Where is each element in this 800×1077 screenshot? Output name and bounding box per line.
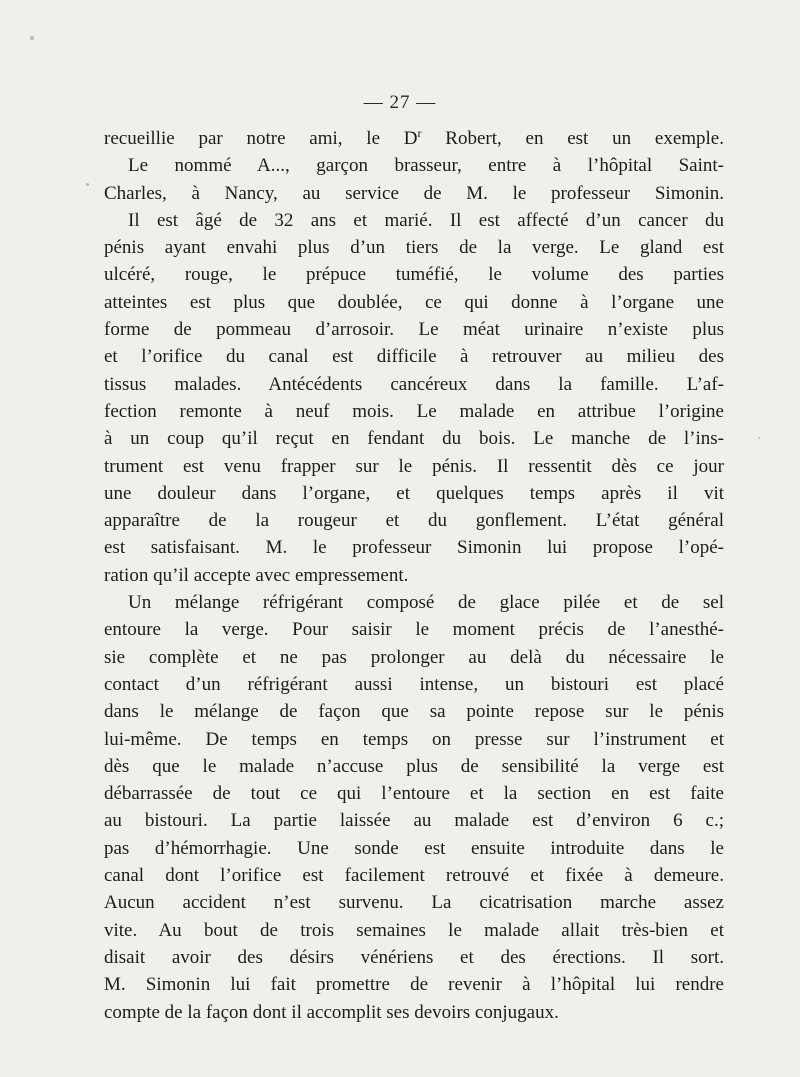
text-line-content: compte de la façon dont il accomplit ses devoirs conjugaux. [104, 1001, 559, 1023]
text-line-content: dans le mélange de façon que sa pointe repose sur le pénis [104, 701, 724, 723]
text-line [104, 889, 724, 916]
text-line-content: dès que le malade n’accuse plus de sensibilité la verge est [104, 755, 724, 777]
text-line [104, 316, 724, 343]
text-line-content: débarrassée de tout ce qui l’entoure et la section en est faite [104, 783, 724, 805]
text-line-content: atteintes est plus que doublée, ce qui donne à l’organe une [104, 291, 724, 313]
paper-speck [758, 437, 760, 439]
text-line [104, 726, 724, 753]
text-line [104, 261, 724, 288]
text-line [104, 125, 724, 152]
text-line-content: tissus malades. Antécédents cancéreux dans la famille. L’af- [104, 373, 724, 395]
text-line-content: Il est âgé de 32 ans et marié. Il est affecté d’un cancer du [128, 209, 724, 231]
paper-speck [86, 183, 89, 186]
page-number: — 27 — [363, 92, 437, 113]
text-line-content: et l’orifice du canal est difficile à retrouver au milieu des [104, 346, 724, 368]
body-text [104, 125, 724, 1026]
text-line [104, 753, 724, 780]
text-line-content: contact d’un réfrigérant aussi intense, un bistouri est placé [104, 673, 724, 695]
text-line-content: lui-même. De temps en temps on presse sur l’instrument et [104, 728, 724, 750]
text-line [104, 207, 724, 234]
text-line [104, 234, 724, 261]
text-line-content: forme de pommeau d’arrosoir. Le méat urinaire n’existe plus [104, 319, 724, 341]
text-line-content: fection remonte à neuf mois. Le malade en attribue l’origine [104, 400, 724, 422]
paper-speck [30, 36, 34, 40]
text-line [104, 616, 724, 643]
text-line-content: à un coup qu’il reçut en fendant du bois. Le manche de l’ins- [104, 428, 724, 450]
text-line [104, 862, 724, 889]
text-line-content: apparaître de la rougeur et du gonflement. L’état général [104, 510, 724, 532]
text-line-content: est satisfaisant. M. le professeur Simonin lui propose l’opé- [104, 537, 724, 559]
text-line [104, 534, 724, 561]
text-line-content: trument est venu frapper sur le pénis. Il ressentit dès ce jour [104, 455, 724, 477]
text-line [104, 971, 724, 998]
text-line-content: au bistouri. La partie laissée au malade est d’environ 6 c.; [104, 810, 724, 832]
text-line [104, 425, 724, 452]
text-line-content: canal dont l’orifice est facilement retrouvé et fixée à demeure. [104, 865, 724, 887]
text-line [104, 371, 724, 398]
text-line-content: pénis ayant envahi plus d’un tiers de la verge. Le gland est [104, 237, 724, 259]
text-line-content: disait avoir des désirs vénériens et des érections. Il sort. [104, 946, 724, 968]
text-line [104, 398, 724, 425]
text-line [104, 835, 724, 862]
text-line [104, 480, 724, 507]
text-line [104, 944, 724, 971]
text-line-content: Charles, à Nancy, au service de M. le professeur Simonin. [104, 182, 724, 204]
text-line-content: ration qu’il accepte avec empressement. [104, 564, 409, 586]
text-line [104, 589, 724, 616]
text-line [104, 289, 724, 316]
text-line-content: pas d’hémorrhagie. Une sonde est ensuite introduite dans le [104, 837, 724, 859]
text-line [104, 807, 724, 834]
text-line [104, 507, 724, 534]
text-line-content: Le nommé A..., garçon brasseur, entre à l’hôpital Saint- [128, 155, 724, 177]
text-line-content: une douleur dans l’organe, et quelques temps après il vit [104, 482, 724, 504]
text-line [104, 152, 724, 179]
text-line-content: vite. Au bout de trois semaines le malade allait très-bien et [104, 919, 724, 941]
text-line-content: sie complète et ne pas prolonger au delà du nécessaire le [104, 646, 724, 668]
text-line-content: Un mélange réfrigérant composé de glace pilée et de sel [128, 592, 724, 614]
text-line-content: M. Simonin lui fait promettre de revenir à l’hôpital lui rendre [104, 974, 724, 996]
text-line [104, 343, 724, 370]
text-line [104, 671, 724, 698]
text-line [104, 698, 724, 725]
text-line [104, 180, 724, 207]
text-line-content: recueillie par notre ami, le D [104, 128, 418, 149]
text-line [104, 644, 724, 671]
text-line [104, 562, 724, 589]
text-line-continuation: Robert, en est un exemple. [421, 128, 724, 149]
text-line [104, 917, 724, 944]
text-line-content: Aucun accident n’est survenu. La cicatrisation marche assez [104, 892, 724, 914]
text-line [104, 999, 724, 1026]
text-line-content: ulcéré, rouge, le prépuce tuméfié, le volume des parties [104, 264, 724, 286]
text-line [104, 780, 724, 807]
text-line-content: entoure la verge. Pour saisir le moment précis de l’anesthé- [104, 619, 724, 641]
text-line [104, 453, 724, 480]
superscript: r [417, 126, 422, 140]
